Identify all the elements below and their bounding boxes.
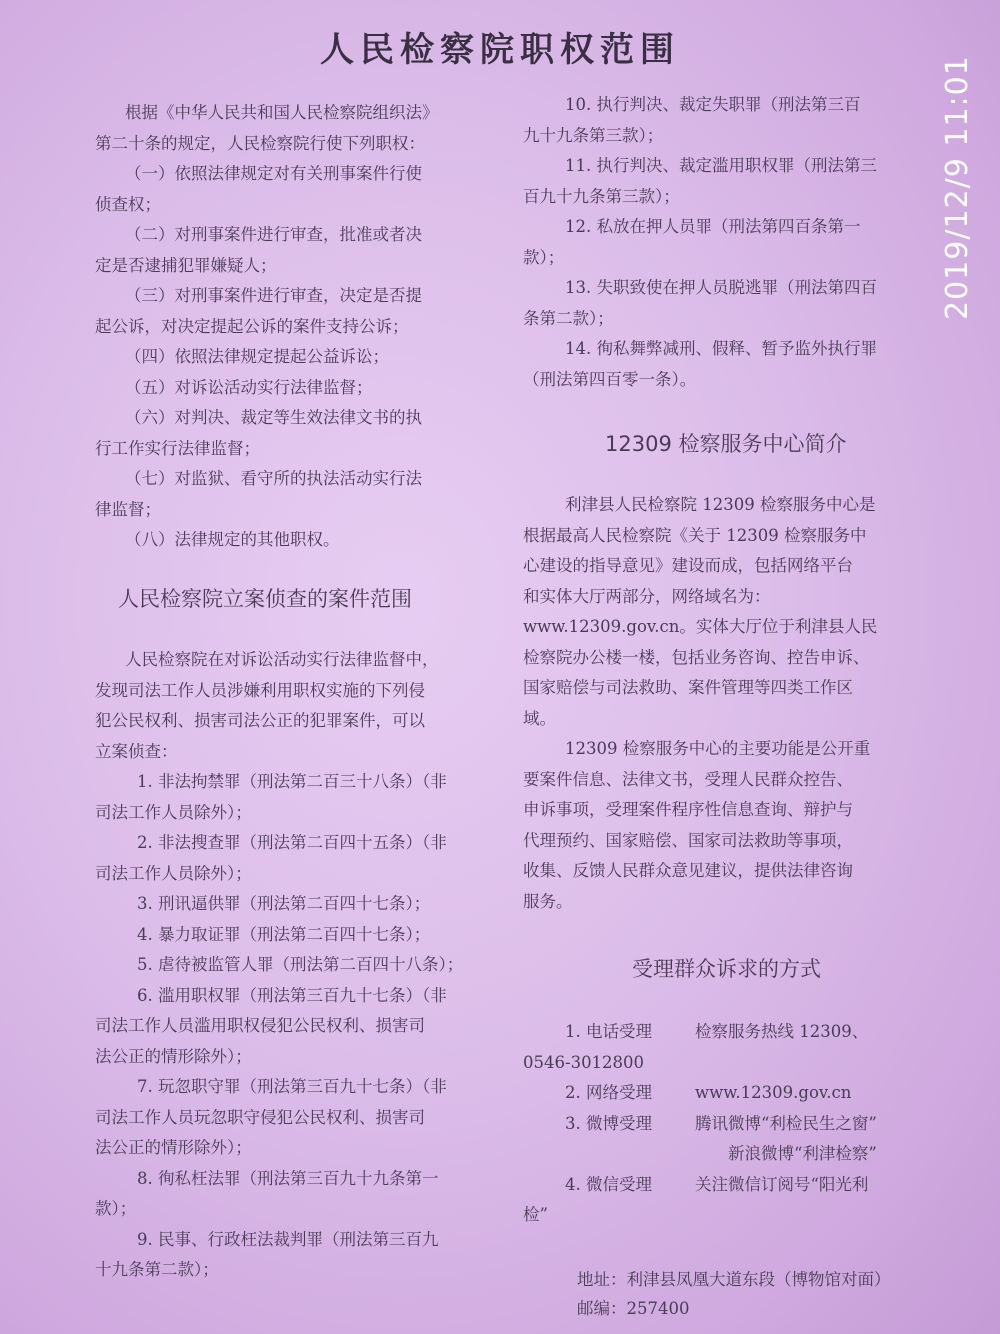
text-line: 发现司法工作人员涉嫌利用职权实施的下列侵 <box>95 680 425 700</box>
text-line: 代理预约、国家赔偿、国家司法救助等事项， <box>523 830 853 850</box>
contact-label: 1. 电话受理 <box>565 1022 652 1041</box>
contact-row <box>523 1170 933 1201</box>
contact-row <box>523 1109 933 1140</box>
text-line: 第二十条的规定，人民检察院行使下列职权： <box>95 133 425 153</box>
text-line: 要案件信息、法律文书，受理人民群众控告、 <box>523 769 853 789</box>
text-line: 根据最高人民检察院《关于 12309 检察服务中 <box>523 525 867 545</box>
text-line: 起公诉，对决定提起公诉的案件支持公诉； <box>95 316 409 336</box>
text-line: 司法工作人员滥用职权侵犯公民权利、损害司 <box>95 1016 425 1035</box>
contact-value: 新浪微博“利津检察” <box>728 1144 877 1163</box>
text-line: 款）； <box>523 247 565 267</box>
text-line: 收集、反馈人民群众意见建议，提供法律咨询 <box>523 861 853 880</box>
text-line: 人民检察院在对诉讼活动实行法律监督中， <box>125 650 439 669</box>
list-item: 12. 私放在押人员罪（刑法第四百条第一 <box>565 217 861 236</box>
text-line: （三）对刑事案件进行审查，决定是否提 <box>125 286 422 305</box>
text-line: （五）对诉讼活动实行法律监督； <box>125 377 373 397</box>
contact-value: 腾讯微博“利检民生之窗” <box>695 1113 877 1133</box>
section-heading: 受理群众诉求的方式 <box>632 957 821 981</box>
text-line: 司法工作人员除外）； <box>95 863 252 883</box>
text-line: 定是否逮捕犯罪嫌疑人； <box>95 255 277 275</box>
contact-row <box>523 1078 933 1109</box>
text-line: （八）法律规定的其他职权。 <box>125 530 340 549</box>
postcode: 邮编：257400 <box>577 1299 690 1318</box>
contact-label: 3. 微博受理 <box>565 1113 652 1133</box>
text-line: 法公正的情形除外）； <box>95 1138 252 1157</box>
list-item: 10. 执行判决、裁定失职罪（刑法第三百 <box>565 95 861 114</box>
text-line: 根据《中华人民共和国人民检察院组织法》 <box>125 103 439 122</box>
list-item: 2. 非法搜查罪（刑法第二百四十五条）（非 <box>137 833 447 852</box>
list-item: 3. 刑讯逼供罪（刑法第二百四十七条）； <box>137 894 431 913</box>
text-line: 律监督； <box>95 499 161 519</box>
text-line: 条第二款）； <box>523 308 614 328</box>
text-line: 域。 <box>523 708 556 728</box>
list-item: 9. 民事、行政枉法裁判罪（刑法第三百九 <box>137 1229 439 1249</box>
contact-value: 检” <box>523 1205 548 1224</box>
address: 地址：利津县凤凰大道东段（博物馆对面） <box>577 1270 891 1289</box>
text-line: 和实体大厅两部分，网络域名为： <box>523 586 771 606</box>
text-line: （四）依照法律规定提起公益诉讼； <box>125 347 389 366</box>
page-title: 人民检察院职权范围 <box>320 30 680 70</box>
section-heading: 人民检察院立案侦查的案件范围 <box>118 587 412 611</box>
section-heading: 12309 检察服务中心简介 <box>605 432 847 456</box>
text-line: 犯公民权利、损害司法公正的犯罪案件，可以 <box>95 711 425 730</box>
text-line: 十九条第二款）； <box>95 1260 219 1279</box>
text-line: www.12309.gov.cn。实体大厅位于利津县人民 <box>523 617 878 636</box>
list-item: 13. 失职致使在押人员脱逃罪（刑法第四百 <box>565 278 877 297</box>
text-line: 司法工作人员除外）； <box>95 802 252 822</box>
service-center-intro <box>523 490 933 917</box>
text-line: 国家赔偿与司法救助、案件管理等四类工作区 <box>523 678 853 697</box>
photo-timestamp: 2019/12/9 11:01 <box>940 55 975 320</box>
text-line: 服务。 <box>523 891 573 911</box>
contact-value: 关注微信订阅号“阳光利 <box>695 1174 869 1194</box>
text-line: 申诉事项，受理案件程序性信息查询、辩护与 <box>523 800 853 819</box>
text-line: 立案侦查： <box>95 741 178 761</box>
case-scope-continued <box>523 90 933 395</box>
text-line: （七）对监狱、看守所的执法活动实行法 <box>125 469 422 488</box>
text-line: 利津县人民检察院 12309 检察服务中心是 <box>565 495 876 514</box>
text-line: 款）； <box>95 1199 137 1218</box>
list-item: 11. 执行判决、裁定滥用职权罪（刑法第三 <box>565 156 877 175</box>
text-line: 百九十九条第三款）； <box>523 186 680 206</box>
left-intro <box>95 98 495 556</box>
text-line: （六）对判决、裁定等生效法律文书的执 <box>125 408 422 427</box>
text-line: 行工作实行法律监督； <box>95 438 260 458</box>
contact-label: 4. 微信受理 <box>565 1174 652 1194</box>
case-scope-list <box>95 645 495 1286</box>
text-line: 司法工作人员玩忽职守侵犯公民权利、损害司 <box>95 1107 425 1127</box>
contact-row <box>523 1017 933 1048</box>
text-line: 法公正的情形除外）； <box>95 1046 252 1066</box>
text-line: 12309 检察服务中心的主要功能是公开重 <box>565 739 871 758</box>
list-item: 5. 虐待被监管人罪（刑法第二百四十八条）； <box>137 955 464 974</box>
text-line: 检察院办公楼一楼，包括业务咨询、控告申诉、 <box>523 647 870 667</box>
list-item: 14. 徇私舞弊减刑、假释、暂予监外执行罪 <box>565 339 877 358</box>
text-line: 侦查权； <box>95 194 161 214</box>
contact-value: 0546-3012800 <box>523 1052 645 1072</box>
list-item: 4. 暴力取证罪（刑法第二百四十七条）； <box>137 924 431 944</box>
text-line: （二）对刑事案件进行审查，批准或者决 <box>125 225 422 244</box>
contact-label: 2. 网络受理 <box>565 1083 652 1102</box>
contact-methods <box>523 1017 933 1231</box>
text-line: （刑法第四百零一条）。 <box>523 369 697 389</box>
text-line: 九十九条第三款）； <box>523 125 664 145</box>
contact-value: www.12309.gov.cn <box>695 1083 852 1102</box>
contact-value: 检察服务热线 12309、 <box>695 1022 869 1041</box>
list-item: 7. 玩忽职守罪（刑法第三百九十七条）（非 <box>137 1077 447 1096</box>
text-line: 心建设的指导意见》建设而成，包括网络平台 <box>523 556 853 575</box>
list-item: 1. 非法拘禁罪（刑法第二百三十八条）（非 <box>137 772 447 791</box>
list-item: 8. 徇私枉法罪（刑法第三百九十九条第一 <box>137 1168 439 1188</box>
list-item: 6. 滥用职权罪（刑法第三百九十七条）（非 <box>137 985 447 1005</box>
text-line: （一）依照法律规定对有关刑事案件行使 <box>125 164 422 183</box>
